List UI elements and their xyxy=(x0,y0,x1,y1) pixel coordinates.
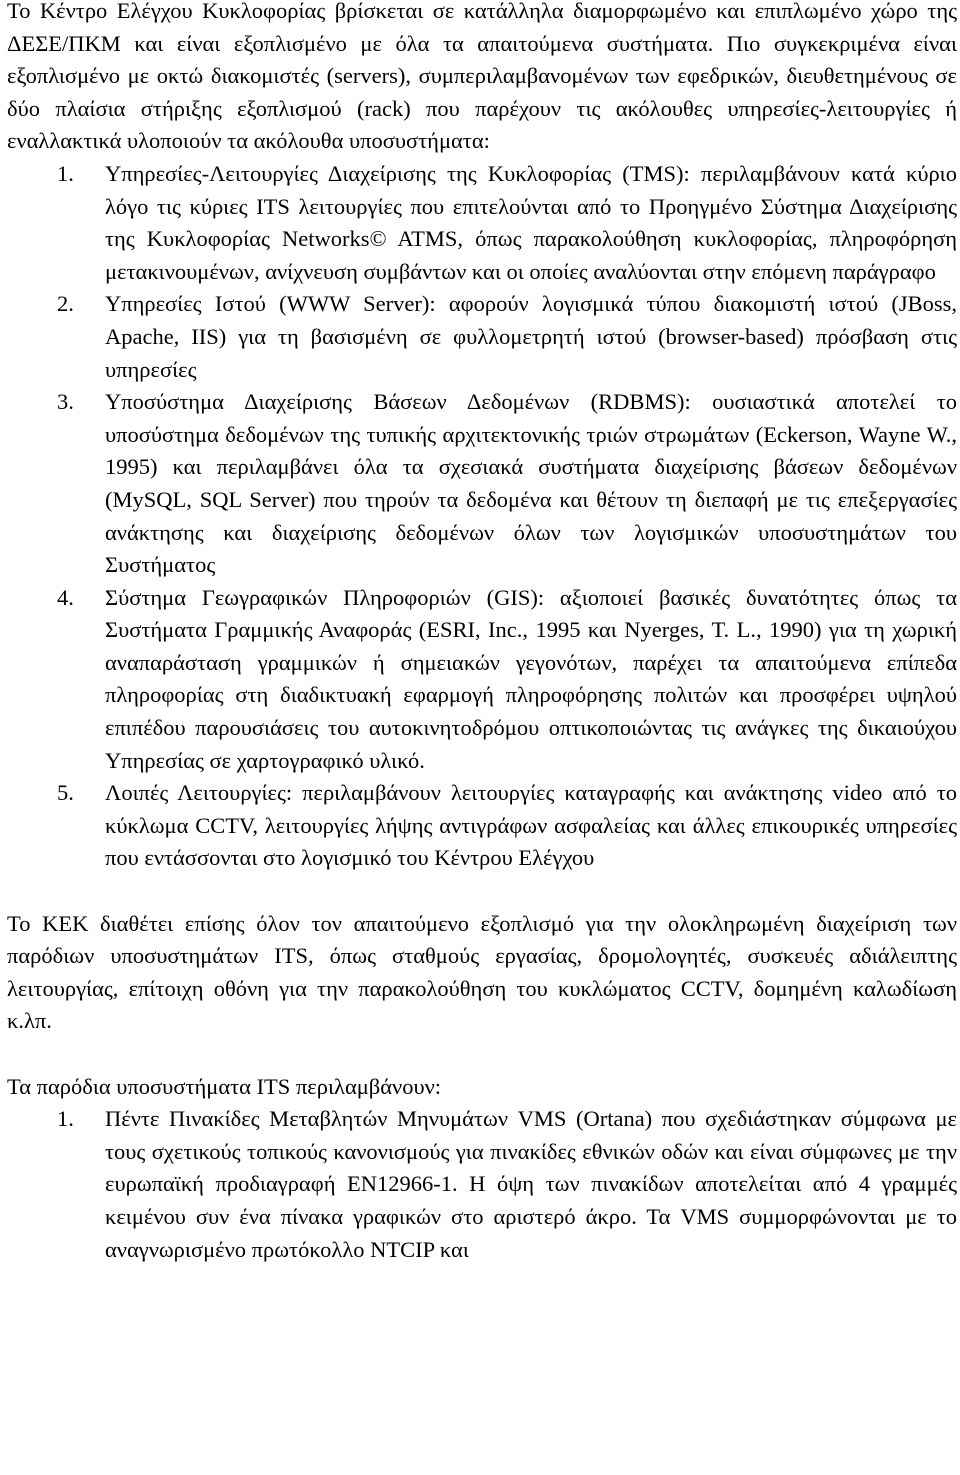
intro-paragraph: Το Κέντρο Ελέγχου Κυκλοφορίας βρίσκεται σε κατάλληλα διαμορφωμένο και επιπλωμένο χώρο της ΔΕΣΕ/ΠΚΜ και είναι εξοπλισμένο με όλα τα απαιτούμενα συστήματα. Πιο συγκεκριμένα είναι εξοπλισμένο με οκτώ διακομιστές (servers), συμπεριλαμβανομένων των εφεδρικών, διευθετημένους σε δύο πλαίσια στήριξης εξοπλισμού (rack) που παρέχουν τις ακόλουθες υπηρεσίες-λειτουργίες ή εναλλακτικά υλοποιούν τα ακόλουθα υποσυστήματα: xyxy=(7,0,957,154)
list-item xyxy=(7,1103,957,1266)
paragraph-spacer xyxy=(7,875,957,908)
services-list xyxy=(7,158,957,875)
list-item-text: Σύστημα Γεωγραφικών Πληροφοριών (GIS): αξιοποιεί βασικές δυνατότητες όπως τα Συστήματα Γραμμικής Αναφοράς (ESRI, Inc., 1995 και Nyerges, T. L., 1990) για τη χωρική αναπαράσταση γραμμικών ή σημειακών γεγονότων, παρέχει τα απαιτούμενα επίπεδα πληροφορίας στη διαδικτυακή εφαρμογή πληροφόρησης πολιτών και προσφέρει υψηλού επιπέδου παρουσιάσεις του αυτοκινητοδρόμου οπτικοποιώντας τις ανάγκες της δικαιούχου Υπηρεσίας σε χαρτογραφικό υλικό. xyxy=(105,584,957,773)
list-item-number: 1. xyxy=(57,160,74,186)
list-item-text: Υπηρεσίες Ιστού (WWW Server): αφορούν λογισμικά τύπου διακομιστή ιστού (JBoss, Apache, IIS) για τη βασισμένη σε φυλλομετρητή ιστού (browser-based) πρόσβαση στις υπηρεσίες xyxy=(105,291,957,382)
roadside-list xyxy=(7,1103,957,1266)
roadside-intro: Τα παρόδια υποσυστήματα ITS περιλαμβάνουν: xyxy=(7,1073,442,1099)
list-item-number: 3. xyxy=(57,389,74,415)
list-item-number: 5. xyxy=(57,780,74,806)
list-item xyxy=(7,777,957,875)
list-item-text: Πέντε Πινακίδες Μεταβλητών Μηνυμάτων VMS (Ortana) που σχεδιάστηκαν σύμφωνα με τους σχετικούς τοπικούς κανονισμούς για πινακίδες εθνικών οδών και είναι σύμφωνες με την ευρωπαϊκή προδιαγραφή EN12966-1. Η όψη των πινακίδων αποτελείται από 4 γραμμές κειμένου συν ένα πίνακα γραφικών στο αριστερό άκρο. Τα VMS συμμορφώνονται με το αναγνωρισμένο πρωτόκολλο NTCIP και xyxy=(105,1106,957,1262)
document-page xyxy=(7,0,957,1266)
list-item-number: 4. xyxy=(57,584,74,610)
list-item-text: Υπηρεσίες-Λειτουργίες Διαχείρισης της Κυκλοφορίας (TMS): περιλαμβάνουν κατά κύριο λόγο τις κύριες ITS λειτουργίες που επιτελούνται από το Προηγμένο Σύστημα Διαχείρισης της Κυκλοφορίας Networks© ATMS, όπως παρακολούθηση κυκλοφορίας, πληροφόρηση μετακινουμένων, ανίχνευση συμβάντων και οι οποίες αναλύονται στην επόμενη παράγραφο xyxy=(105,160,957,284)
list-item-text: Λοιπές Λειτουργίες: περιλαμβάνουν λειτουργίες καταγραφής και ανάκτησης video από το κύκλωμα CCTV, λειτουργίες λήψης αντιγράφων ασφαλείας και άλλες επικουρικές υπηρεσίες που εντάσσονται στο λογισμικό του Κέντρου Ελέγχου xyxy=(105,780,957,871)
list-item xyxy=(7,158,957,288)
list-item-number: 1. xyxy=(57,1106,74,1132)
list-item xyxy=(7,288,957,386)
paragraph-spacer xyxy=(7,1038,957,1071)
list-item xyxy=(7,582,957,778)
list-item xyxy=(7,386,957,582)
kek-paragraph: Το ΚΕΚ διαθέτει επίσης όλον τον απαιτούμενο εξοπλισμό για την ολοκληρωμένη διαχείριση των παρόδιων υποσυστημάτων ITS, όπως σταθμούς εργασίας, δρομολογητές, συσκευές αδιάλειπτης λειτουργίας, επίτοιχη οθόνη για την παρακολούθηση του κυκλώματος CCTV, δομημένη καλωδίωση κ.λπ. xyxy=(7,910,957,1034)
list-item-number: 2. xyxy=(57,291,74,317)
list-item-text: Υποσύστημα Διαχείρισης Βάσεων Δεδομένων (RDBMS): ουσιαστικά αποτελεί το υποσύστημα δεδομένων της τυπικής αρχιτεκτονικής τριών στρωμάτων (Eckerson, Wayne W., 1995) και περιλαμβάνει όλα τα σχεσιακά συστήματα διαχείρισης βάσεων δεδομένων (MySQL, SQL Server) που τηρούν τα δεδομένα και θέτουν τη διεπαφή με τις επεξεργασίες ανάκτησης και διαχείρισης δεδομένων όλων των λογισμικών υποσυστημάτων του Συστήματος xyxy=(105,389,957,578)
